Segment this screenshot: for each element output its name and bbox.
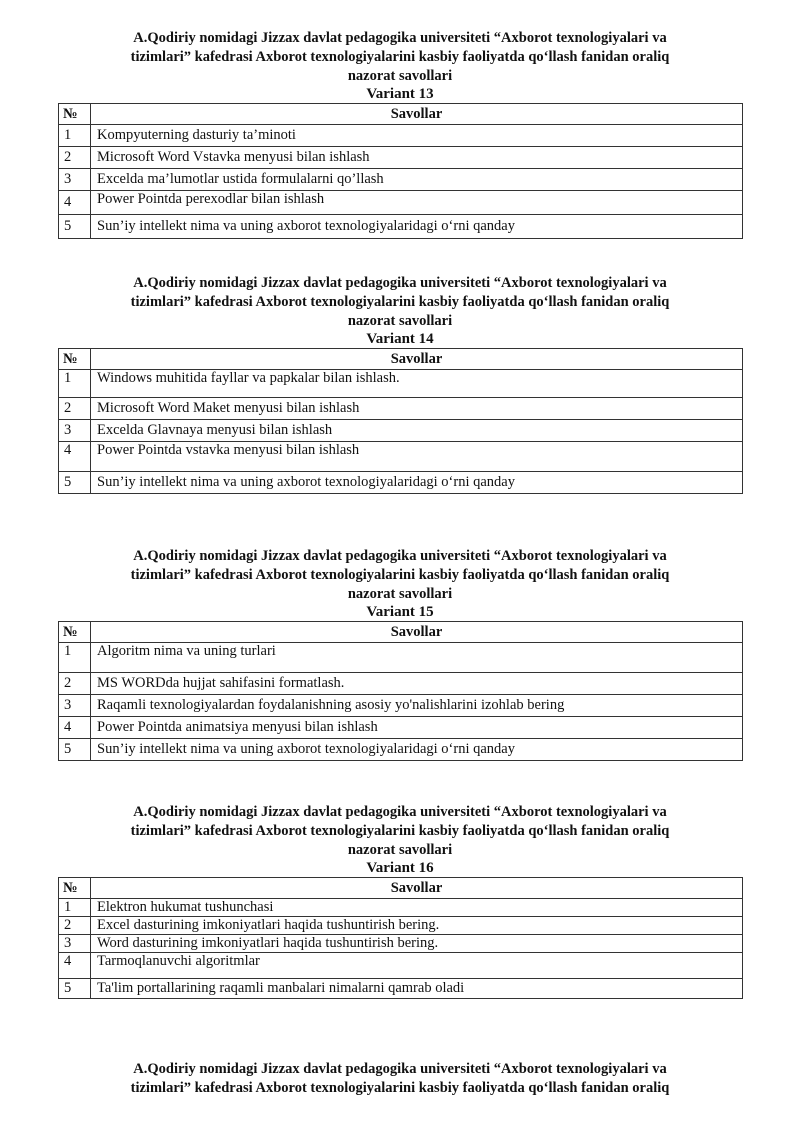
header-line: tizimlari” kafedrasi Axborot texnologiyalarini kasbiy faoliyatda qo‘llash fanidan oraliq <box>130 294 670 310</box>
header-line: tizimlari” kafedrasi Axborot texnologiyalarini kasbiy faoliyatda qo‘llash fanidan oraliq <box>130 823 670 839</box>
header-line: A.Qodiriy nomidagi Jizzax davlat pedagogika universiteti “Axborot texnologiyalari va <box>133 804 667 820</box>
question-text: Power Pointda animatsiya menyusi bilan ishlash <box>91 717 743 739</box>
column-number-header: № <box>59 349 91 370</box>
column-questions-header: Savollar <box>91 349 743 370</box>
question-text: Raqamli texnologiyalardan foydalanishning asosiy yo'nalishlarini izohlab bering <box>91 695 743 717</box>
table-row <box>59 917 743 935</box>
question-text: Elektron hukumat tushunchasi <box>91 899 743 917</box>
table-row <box>59 370 743 398</box>
variant-block-15 <box>0 547 800 761</box>
row-number: 5 <box>59 739 91 761</box>
question-text: Algoritm nima va uning turlari <box>91 643 743 673</box>
table-row <box>59 169 743 191</box>
header-line: nazorat savollari <box>347 313 453 329</box>
variant-title: Variant 13 <box>366 86 434 102</box>
row-number: 4 <box>59 953 91 979</box>
table-row <box>59 472 743 494</box>
table-row <box>59 147 743 169</box>
document-header <box>80 547 720 604</box>
header-line: nazorat savollari <box>347 842 453 858</box>
document-header <box>80 29 720 86</box>
variant-block-14 <box>0 274 800 494</box>
question-text: Power Pointda vstavka menyusi bilan ishlash <box>91 442 743 472</box>
row-number: 4 <box>59 442 91 472</box>
row-number: 4 <box>59 191 91 215</box>
question-text: Microsoft Word Maket menyusi bilan ishlash <box>91 398 743 420</box>
column-questions-header: Savollar <box>91 104 743 125</box>
table-row <box>59 191 743 215</box>
header-line: nazorat savollari <box>347 68 453 84</box>
table-row <box>59 398 743 420</box>
column-number-header: № <box>59 104 91 125</box>
row-number: 2 <box>59 917 91 935</box>
table-header-row <box>59 622 743 643</box>
row-number: 1 <box>59 370 91 398</box>
table-row <box>59 953 743 979</box>
column-questions-header: Savollar <box>91 622 743 643</box>
table-row <box>59 717 743 739</box>
row-number: 5 <box>59 979 91 999</box>
question-text: Sun’iy intellekt nima va uning axborot texnologiyalaridagi o‘rni qanday <box>91 215 743 239</box>
table-header-row <box>59 104 743 125</box>
question-text: Excel dasturining imkoniyatlari haqida tushuntirish bering. <box>91 917 743 935</box>
table-header-row <box>59 349 743 370</box>
row-number: 2 <box>59 398 91 420</box>
row-number: 3 <box>59 695 91 717</box>
column-number-header: № <box>59 878 91 899</box>
header-line: tizimlari” kafedrasi Axborot texnologiyalarini kasbiy faoliyatda qo‘llash fanidan oraliq <box>130 49 670 65</box>
question-text: MS WORDda hujjat sahifasini formatlash. <box>91 673 743 695</box>
table-row <box>59 442 743 472</box>
table-row <box>59 935 743 953</box>
table-row <box>59 125 743 147</box>
question-text: Tarmoqlanuvchi algoritmlar <box>91 953 743 979</box>
variant-title: Variant 16 <box>366 860 434 876</box>
questions-table <box>58 103 743 239</box>
question-text: Windows muhitida fayllar va papkalar bilan ishlash. <box>91 370 743 398</box>
question-text: Excelda Glavnaya menyusi bilan ishlash <box>91 420 743 442</box>
question-text: Word dasturining imkoniyatlari haqida tushuntirish bering. <box>91 935 743 953</box>
table-row <box>59 643 743 673</box>
row-number: 5 <box>59 215 91 239</box>
variant-block-next <box>0 1060 800 1098</box>
header-line: A.Qodiriy nomidagi Jizzax davlat pedagogika universiteti “Axborot texnologiyalari va <box>133 30 667 46</box>
row-number: 3 <box>59 420 91 442</box>
document-header <box>80 274 720 331</box>
question-text: Sun’iy intellekt nima va uning axborot texnologiyalaridagi o‘rni qanday <box>91 472 743 494</box>
document-header <box>80 1060 720 1098</box>
row-number: 1 <box>59 643 91 673</box>
header-line: tizimlari” kafedrasi Axborot texnologiyalarini kasbiy faoliyatda qo‘llash fanidan oraliq <box>130 1080 670 1096</box>
table-row <box>59 979 743 999</box>
header-line: A.Qodiriy nomidagi Jizzax davlat pedagogika universiteti “Axborot texnologiyalari va <box>133 548 667 564</box>
question-text: Sun’iy intellekt nima va uning axborot texnologiyalaridagi o‘rni qanday <box>91 739 743 761</box>
row-number: 5 <box>59 472 91 494</box>
question-text: Power Pointda perexodlar bilan ishlash <box>91 191 743 215</box>
header-line: A.Qodiriy nomidagi Jizzax davlat pedagogika universiteti “Axborot texnologiyalari va <box>133 1061 667 1077</box>
table-row <box>59 899 743 917</box>
table-row <box>59 673 743 695</box>
question-text: Kompyuterning dasturiy ta’minoti <box>91 125 743 147</box>
row-number: 3 <box>59 935 91 953</box>
table-header-row <box>59 878 743 899</box>
table-row <box>59 695 743 717</box>
row-number: 1 <box>59 899 91 917</box>
table-row <box>59 420 743 442</box>
questions-table <box>58 621 743 761</box>
document-header <box>80 803 720 860</box>
column-questions-header: Savollar <box>91 878 743 899</box>
variant-title: Variant 14 <box>366 331 434 347</box>
question-text: Ta'lim portallarining raqamli manbalari nimalarni qamrab oladi <box>91 979 743 999</box>
row-number: 4 <box>59 717 91 739</box>
row-number: 1 <box>59 125 91 147</box>
variant-title: Variant 15 <box>366 604 434 620</box>
header-line: A.Qodiriy nomidagi Jizzax davlat pedagogika universiteti “Axborot texnologiyalari va <box>133 275 667 291</box>
table-row <box>59 215 743 239</box>
row-number: 2 <box>59 147 91 169</box>
variant-block-13 <box>0 29 800 239</box>
questions-table <box>58 877 743 999</box>
question-text: Excelda ma’lumotlar ustida formulalarni qo’llash <box>91 169 743 191</box>
column-number-header: № <box>59 622 91 643</box>
row-number: 3 <box>59 169 91 191</box>
questions-table <box>58 348 743 494</box>
variant-block-16 <box>0 803 800 999</box>
header-line: nazorat savollari <box>347 586 453 602</box>
table-row <box>59 739 743 761</box>
row-number: 2 <box>59 673 91 695</box>
header-line: tizimlari” kafedrasi Axborot texnologiyalarini kasbiy faoliyatda qo‘llash fanidan oraliq <box>130 567 670 583</box>
question-text: Microsoft Word Vstavka menyusi bilan ishlash <box>91 147 743 169</box>
